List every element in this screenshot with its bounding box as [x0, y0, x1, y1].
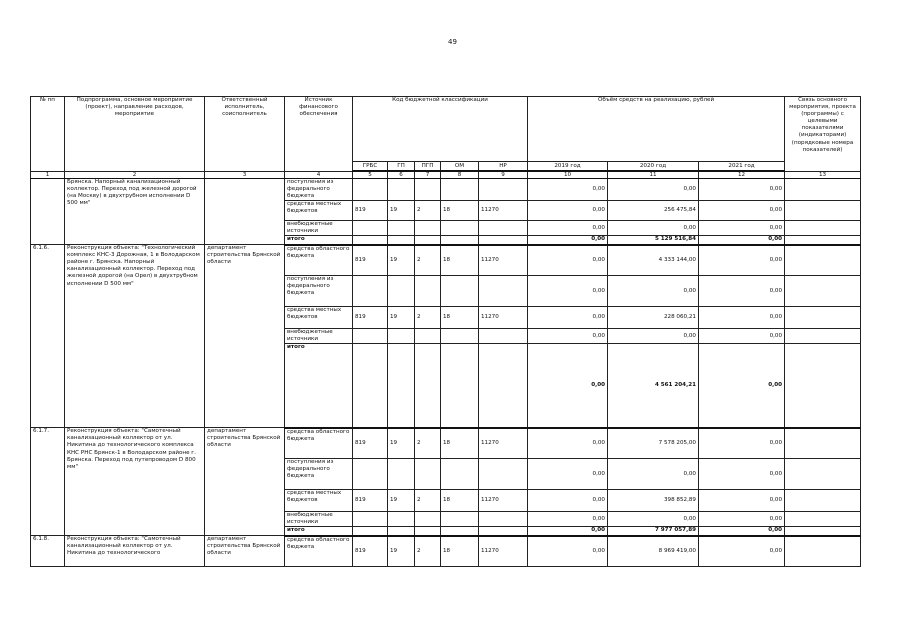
code-om [441, 276, 479, 307]
code-pgp [415, 221, 441, 236]
code-grbs [353, 179, 388, 201]
item-number [31, 179, 65, 245]
colnum: 3 [205, 171, 285, 179]
code-om [441, 344, 479, 428]
amount-v2019: 0,00 [528, 512, 608, 527]
code-nr [479, 179, 528, 201]
amount-v2019: 0,00 [528, 490, 608, 512]
code-nr: 11270 [479, 428, 528, 459]
amount-v2020: 7 578 205,00 [608, 428, 699, 459]
amount-v2021: 0,00 [699, 221, 785, 236]
code-pgp [415, 179, 441, 201]
funding-source: средства областного бюджета [285, 428, 353, 459]
code-pgp [415, 459, 441, 490]
code-grbs [353, 527, 388, 536]
colnum: 6 [388, 171, 415, 179]
funding-source: средства местных бюджетов [285, 307, 353, 329]
code-gp: 19 [388, 307, 415, 329]
funding-source: поступления из федерального бюджета [285, 459, 353, 490]
item-responsible [205, 179, 285, 245]
amount-v2019: 0,00 [528, 276, 608, 307]
budget-table [30, 96, 861, 567]
code-grbs: 819 [353, 428, 388, 459]
code-om: 18 [441, 490, 479, 512]
item-description: Брянска. Напорный канализационный коллектор. Переход под железной дорогой (на Москву) в двухтрубном исполнении D 500 мм" [65, 179, 205, 245]
amount-v2019: 0,00 [528, 536, 608, 567]
amount-v2020: 7 977 057,89 [608, 527, 699, 536]
table-row [31, 179, 861, 201]
amount-v2021: 0,00 [699, 490, 785, 512]
code-pgp: 2 [415, 428, 441, 459]
code-pgp [415, 512, 441, 527]
colnum: 1 [31, 171, 65, 179]
amount-v2021: 0,00 [699, 344, 785, 428]
amount-v2019: 0,00 [528, 221, 608, 236]
header-2021: 2021 год [699, 162, 785, 172]
amount-v2021: 0,00 [699, 307, 785, 329]
code-pgp: 2 [415, 307, 441, 329]
indicator-link [785, 307, 861, 329]
code-grbs [353, 329, 388, 344]
code-nr [479, 221, 528, 236]
table-body [31, 171, 861, 567]
code-pgp: 2 [415, 201, 441, 221]
header-program: Подпрограмма, основное мероприятие (проект), направление расходов, мероприятие [65, 97, 205, 172]
header-responsible: Ответственный исполнитель, соисполнитель [205, 97, 285, 172]
item-description: Реконструкция объекта: "Самотечный канализационный коллектор от ул. Никитина до технологического комплекса КНС РНС Брянск-1 в Володарском районе г. Брянска. Переход под путепроводом D 800 мм" [65, 428, 205, 536]
code-om: 18 [441, 428, 479, 459]
amount-v2019: 0,00 [528, 329, 608, 344]
code-grbs [353, 459, 388, 490]
code-om: 18 [441, 307, 479, 329]
code-om [441, 179, 479, 201]
code-gp [388, 527, 415, 536]
code-grbs: 819 [353, 201, 388, 221]
colnum: 7 [415, 171, 441, 179]
funding-source: внебюджетные источники [285, 221, 353, 236]
funding-source: средства местных бюджетов [285, 490, 353, 512]
indicator-link [785, 459, 861, 490]
code-gp [388, 512, 415, 527]
code-om [441, 512, 479, 527]
funding-source: средства областного бюджета [285, 536, 353, 567]
header-gp: ГП [388, 162, 415, 172]
colnum: 4 [285, 171, 353, 179]
code-gp [388, 179, 415, 201]
colnum: 2 [65, 171, 205, 179]
indicator-link [785, 527, 861, 536]
amount-v2019: 0,00 [528, 307, 608, 329]
code-nr: 11270 [479, 307, 528, 329]
amount-v2019: 0,00 [528, 459, 608, 490]
funding-source: итого [285, 527, 353, 536]
code-pgp [415, 527, 441, 536]
colnum: 11 [608, 171, 699, 179]
code-grbs [353, 236, 388, 245]
table-row [31, 536, 861, 567]
colnum: 9 [479, 171, 528, 179]
code-om [441, 236, 479, 245]
code-grbs [353, 344, 388, 428]
amount-v2021: 0,00 [699, 512, 785, 527]
amount-v2020: 0,00 [608, 221, 699, 236]
amount-v2020: 4 561 204,21 [608, 344, 699, 428]
amount-v2021: 0,00 [699, 459, 785, 490]
funding-source: внебюджетные источники [285, 512, 353, 527]
code-grbs [353, 276, 388, 307]
amount-v2021: 0,00 [699, 245, 785, 276]
amount-v2019: 0,00 [528, 179, 608, 201]
code-gp: 19 [388, 536, 415, 567]
code-nr [479, 329, 528, 344]
amount-v2020: 398 852,89 [608, 490, 699, 512]
code-grbs [353, 221, 388, 236]
indicator-link [785, 329, 861, 344]
funding-source: внебюджетные источники [285, 329, 353, 344]
code-om [441, 459, 479, 490]
amount-v2020: 4 333 144,00 [608, 245, 699, 276]
amount-v2020: 0,00 [608, 459, 699, 490]
amount-v2019: 0,00 [528, 527, 608, 536]
code-grbs: 819 [353, 307, 388, 329]
code-nr: 11270 [479, 490, 528, 512]
amount-v2020: 228 060,21 [608, 307, 699, 329]
item-number: 6.1.7. [31, 428, 65, 536]
colnum: 10 [528, 171, 608, 179]
code-om [441, 527, 479, 536]
code-om: 18 [441, 536, 479, 567]
amount-v2020: 0,00 [608, 276, 699, 307]
item-responsible: департамент строительства Брянской области [205, 245, 285, 428]
item-number: 6.1.8. [31, 536, 65, 567]
amount-v2020: 0,00 [608, 512, 699, 527]
code-pgp [415, 236, 441, 245]
code-grbs [353, 512, 388, 527]
header-pgp: ПГП [415, 162, 441, 172]
colnum: 5 [353, 171, 388, 179]
amount-v2021: 0,00 [699, 201, 785, 221]
indicator-link [785, 276, 861, 307]
indicator-link [785, 236, 861, 245]
code-pgp: 2 [415, 245, 441, 276]
colnum: 13 [785, 171, 861, 179]
amount-v2020: 8 969 419,00 [608, 536, 699, 567]
item-description: Реконструкция объекта: "Самотечный канализационный коллектор от ул. Никитина до технологического [65, 536, 205, 567]
funding-source: поступления из федерального бюджета [285, 179, 353, 201]
code-pgp: 2 [415, 490, 441, 512]
amount-v2020: 256 475,84 [608, 201, 699, 221]
code-gp: 19 [388, 201, 415, 221]
amount-v2019: 0,00 [528, 245, 608, 276]
code-nr [479, 527, 528, 536]
amount-v2019: 0,00 [528, 344, 608, 428]
code-gp: 19 [388, 245, 415, 276]
indicator-link [785, 179, 861, 201]
amount-v2021: 0,00 [699, 276, 785, 307]
column-numbers-row [31, 171, 861, 179]
code-om [441, 329, 479, 344]
amount-v2020: 0,00 [608, 179, 699, 201]
code-nr: 11270 [479, 245, 528, 276]
code-nr: 11270 [479, 201, 528, 221]
code-pgp: 2 [415, 536, 441, 567]
header-volume: Объём средств на реализацию, рублей [528, 97, 785, 162]
page-number: 49 [448, 38, 457, 46]
code-nr: 11270 [479, 536, 528, 567]
header-2019: 2019 год [528, 162, 608, 172]
code-grbs: 819 [353, 490, 388, 512]
code-om [441, 221, 479, 236]
colnum: 8 [441, 171, 479, 179]
amount-v2021: 0,00 [699, 179, 785, 201]
item-description: Реконструкция объекта: "Технологический комплекс КНС-3 Дорожная, 1 в Володарском районе г. Брянска. Напорный канализационный коллектор. Переход под железной дорогой (на Орел) в двухтрубном исполнении D 500 мм" [65, 245, 205, 428]
amount-v2019: 0,00 [528, 236, 608, 245]
code-pgp [415, 344, 441, 428]
code-gp [388, 459, 415, 490]
amount-v2019: 0,00 [528, 428, 608, 459]
code-pgp [415, 276, 441, 307]
code-om: 18 [441, 245, 479, 276]
header-2020: 2020 год [608, 162, 699, 172]
amount-v2021: 0,00 [699, 428, 785, 459]
header-nr: НР [479, 162, 528, 172]
code-nr [479, 512, 528, 527]
indicator-link [785, 428, 861, 459]
funding-source: итого [285, 236, 353, 245]
indicator-link [785, 536, 861, 567]
code-gp [388, 221, 415, 236]
header-grbs: ГРБС [353, 162, 388, 172]
indicator-link [785, 490, 861, 512]
amount-v2020: 5 129 516,84 [608, 236, 699, 245]
amount-v2021: 0,00 [699, 527, 785, 536]
indicator-link [785, 245, 861, 276]
code-pgp [415, 329, 441, 344]
code-gp [388, 329, 415, 344]
code-nr [479, 276, 528, 307]
code-gp [388, 344, 415, 428]
funding-source: поступления из федерального бюджета [285, 276, 353, 307]
code-gp [388, 236, 415, 245]
funding-source: итого [285, 344, 353, 428]
indicator-link [785, 344, 861, 428]
header-source: Источник финансового обеспечения [285, 97, 353, 172]
indicator-link [785, 221, 861, 236]
amount-v2020: 0,00 [608, 329, 699, 344]
colnum: 12 [699, 171, 785, 179]
code-gp: 19 [388, 428, 415, 459]
code-grbs: 819 [353, 536, 388, 567]
amount-v2021: 0,00 [699, 536, 785, 567]
header-budget-code: Код бюджетной классификации [353, 97, 528, 162]
indicator-link [785, 512, 861, 527]
code-gp: 19 [388, 490, 415, 512]
item-responsible: департамент строительства Брянской области [205, 536, 285, 567]
funding-source: средства местных бюджетов [285, 201, 353, 221]
amount-v2021: 0,00 [699, 329, 785, 344]
code-nr [479, 459, 528, 490]
funding-source: средства областного бюджета [285, 245, 353, 276]
header-link: Связь основного мероприятия, проекта (программы) с целевыми показателями (индикаторами) (порядковые номера показателей) [785, 97, 861, 172]
amount-v2021: 0,00 [699, 236, 785, 245]
item-responsible: департамент строительства Брянской области [205, 428, 285, 536]
table-row [31, 245, 861, 276]
indicator-link [785, 201, 861, 221]
amount-v2019: 0,00 [528, 201, 608, 221]
code-om: 18 [441, 201, 479, 221]
header-om: ОМ [441, 162, 479, 172]
code-nr [479, 236, 528, 245]
table-row [31, 428, 861, 459]
code-gp [388, 276, 415, 307]
item-number: 6.1.6. [31, 245, 65, 428]
header-num: № пп [31, 97, 65, 172]
code-nr [479, 344, 528, 428]
code-grbs: 819 [353, 245, 388, 276]
